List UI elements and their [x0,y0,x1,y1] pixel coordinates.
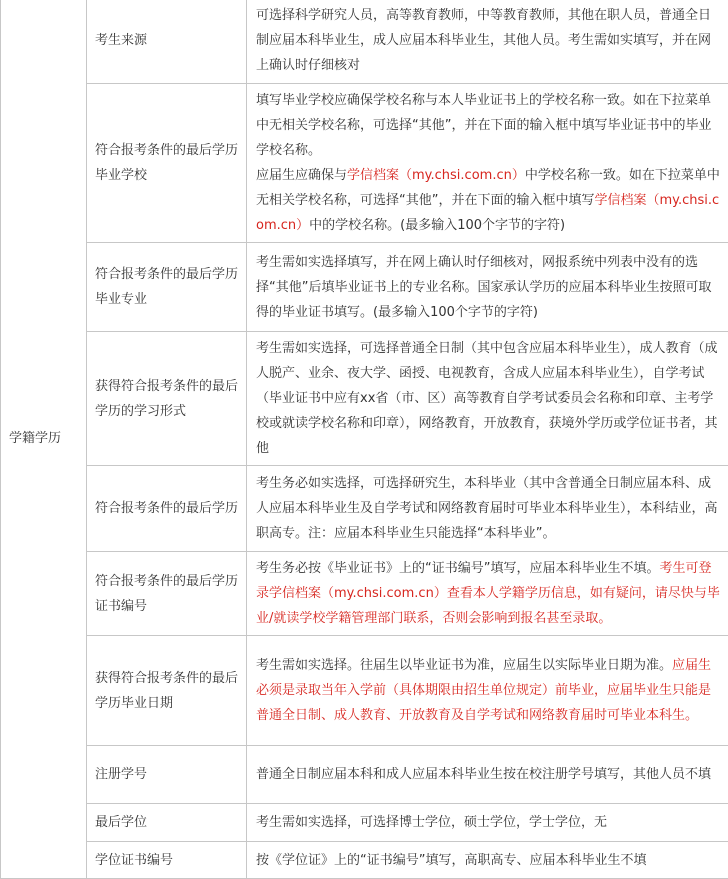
field-description: 考生需如实选择，可选择博士学位，硕士学位，学士学位，无 [247,804,728,842]
field-description [247,552,728,636]
table-row [1,0,728,84]
table-row [1,332,728,466]
description-paragraph [256,163,720,238]
table-row [1,842,728,879]
field-description: 可选择科学研究人员，高等教育教师，中等教育教师，其他在职人员，普通全日制应届本科毕业生，成人应届本科毕业生，其他人员。考生需如实填写，并在网上确认时仔细核对 [247,0,728,84]
table-row [1,84,728,243]
chsi-link-text: 学信档案（my.chsi.com.cn） [347,168,525,183]
field-label: 最后学位 [87,804,247,842]
chsi-link-text: 学信档案（my.chsi.com.cn） [256,193,719,233]
field-label: 符合报考条件的最后学历 [87,466,247,552]
field-description [247,636,728,746]
field-label: 符合报考条件的最后学历证书编号 [87,552,247,636]
table-row [1,552,728,636]
field-description: 普通全日制应届本科和成人应届本科毕业生按在校注册学号填写，其他人员不填 [247,746,728,804]
highlight-text: 应届生必须是录取当年入学前（具体期限由招生单位规定）前毕业，应届毕业生只能是普通全日制、成人教育、开放教育及自学考试和网络教育届时可毕业本科生。 [256,658,711,723]
field-label: 获得符合报考条件的最后学历的学习形式 [87,332,247,466]
table-row [1,243,728,332]
table-row [1,636,728,746]
field-label: 符合报考条件的最后学历毕业专业 [87,243,247,332]
table-row [1,746,728,804]
highlight-text: 考生可登录学信档案（my.chsi.com.cn）查看本人学籍学历信息，如有疑问，请尽快与毕业/就读学校学籍管理部门联系，否则会影响到报名甚至录取。 [256,561,720,626]
category-cell: 学籍学历 [1,0,87,879]
text-span: 中的学校名称。(最多输入100个字节的字符) [309,218,565,233]
field-description [247,84,728,243]
field-label: 注册学号 [87,746,247,804]
table-row [1,466,728,552]
text-span: 应届生应确保与 [256,168,347,183]
field-description: 按《学位证》上的“证书编号”填写，高职高专、应届本科毕业生不填 [247,842,728,879]
field-label: 获得符合报考条件的最后学历毕业日期 [87,636,247,746]
text-span: 考生需如实选择。往届生以毕业证书为准，应届生以实际毕业日期为准。 [256,658,672,673]
text-span: 考生务必按《毕业证书》上的“证书编号”填写，应届本科毕业生不填。 [256,561,659,576]
field-description: 考生务必如实选择，可选择研究生，本科毕业（其中含普通全日制应届本科、成人应届本科毕业生及自学考试和网络教育届时可毕业本科毕业生），本科结业，高职高专。注：应届本科毕业生只能选择“本科毕业”。 [247,466,728,552]
text-span: 中学校名称一致。如在下拉菜单中无相关学校名称，可选择“其他”，并在下面的输入框中填写 [256,168,720,208]
field-description: 考生需如实选择填写，并在网上确认时仔细核对，网报系统中列表中没有的选择“其他”后填毕业证书上的专业名称。国家承认学历的应届本科毕业生按照可取得的毕业证书填写。(最多输入100个字节的字符) [247,243,728,332]
field-label: 学位证书编号 [87,842,247,879]
description-paragraph: 填写毕业学校应确保学校名称与本人毕业证书上的学校名称一致。如在下拉菜单中无相关学校名称，可选择“其他”，并在下面的输入框中填写毕业证书中的毕业学校名称。 [256,88,720,163]
table-row [1,804,728,842]
field-label: 符合报考条件的最后学历毕业学校 [87,84,247,243]
field-label: 考生来源 [87,0,247,84]
field-description: 考生需如实选择，可选择普通全日制（其中包含应届本科毕业生），成人教育（成人脱产、业余、夜大学、函授、电视教育，含成人应届本科毕业生），自学考试（毕业证书中应有xx省（市、区）高等教育自学考试委员会名称和印章、主考学校或就读学校名称和印章），网络教育，开放教育，获境外学历或学位证书者，其他 [247,332,728,466]
